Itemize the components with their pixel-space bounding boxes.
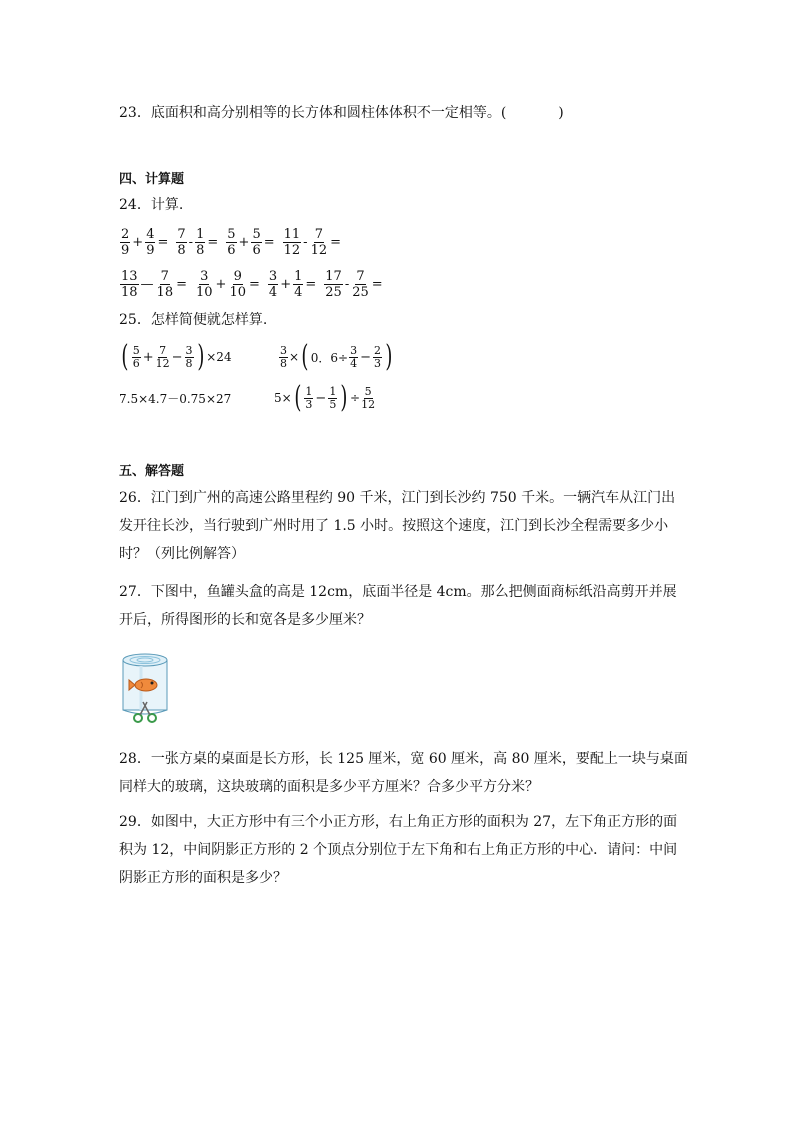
section-4-title: 四、计算题 — [119, 172, 185, 187]
parenthesis: ) — [385, 339, 393, 374]
denominator: 25 — [352, 284, 369, 300]
numerator: 13 — [121, 268, 138, 284]
fish-can-figure — [119, 652, 171, 728]
math-symbol: + — [132, 234, 144, 250]
fraction — [328, 386, 337, 411]
fraction — [195, 269, 214, 300]
calc-expr — [194, 269, 261, 300]
numerator: 4 — [146, 226, 155, 242]
calc-expr — [282, 227, 342, 258]
denominator: 8 — [185, 356, 193, 370]
denominator: 8 — [196, 242, 205, 258]
math-symbol: ÷ — [350, 391, 361, 405]
numerator: 7 — [160, 268, 169, 284]
numerator: 5 — [227, 226, 236, 242]
math-symbol: - — [303, 234, 308, 250]
numerator: 7 — [159, 343, 167, 357]
question-28: 28．一张方桌的桌面是长方形，长 125 厘米，宽 60 厘米，高 80 厘米，要配上一块与桌面同样大的玻璃，这块玻璃的面积是多少平方厘米？合多少平方分米？ — [119, 751, 688, 795]
math-symbol: - — [344, 276, 350, 292]
calc-expr — [225, 227, 275, 258]
numerator: 7 — [356, 268, 365, 284]
parenthesis: ( — [294, 380, 302, 415]
question-27: 27．下图中，鱼罐头盒的高是 12cm，底面半径是 4cm。那么把侧面商标纸沿高剪开并展开后，所得图形的长和宽各是多少厘米？ — [119, 584, 677, 628]
numerator: 3 — [350, 343, 358, 357]
calc-expr — [119, 227, 169, 258]
math-symbol: × — [289, 350, 300, 364]
fraction — [351, 269, 370, 300]
math-symbol: = — [207, 234, 219, 250]
fraction — [293, 269, 303, 300]
numerator: 17 — [325, 268, 342, 284]
denominator: 18 — [121, 284, 138, 300]
numerator: 11 — [283, 226, 301, 242]
fraction — [251, 227, 261, 258]
denominator: 25 — [325, 284, 342, 300]
math-symbol: = — [330, 234, 342, 250]
calc-expr — [323, 269, 383, 300]
denominator: 8 — [177, 242, 186, 258]
math-symbol: − — [171, 349, 183, 365]
fraction — [310, 227, 329, 258]
parenthesis: ) — [340, 380, 348, 415]
math-symbol: + — [215, 276, 227, 292]
denominator: 9 — [146, 242, 155, 258]
denominator: 9 — [121, 242, 130, 258]
denominator: 10 — [196, 284, 213, 300]
fraction — [349, 345, 358, 370]
denominator: 5 — [329, 397, 337, 411]
fraction — [185, 345, 194, 370]
math-symbol: + — [238, 234, 250, 250]
fraction — [226, 227, 236, 258]
math-symbol: = — [305, 276, 317, 292]
question-25-title: 25．怎样简便就怎样算. — [119, 312, 268, 328]
fraction — [120, 227, 130, 258]
denominator: 6 — [252, 242, 261, 258]
question-26: 26．江门到广州的高速公路里程约 90 千米，江门到长沙约 750 千米。一辆汽车从江门出发开往长沙，当行驶到广州时用了 1.5 小时。按照这个速度，江门到长沙全程需要多少小时？（列比例解答） — [119, 490, 676, 562]
denominator: 12 — [155, 356, 170, 370]
numerator: 3 — [200, 268, 209, 284]
fraction — [373, 345, 382, 370]
denominator: 12 — [310, 242, 328, 258]
numerator: 3 — [185, 343, 193, 357]
section-5-title: 五、解答题 — [119, 464, 185, 479]
numerator: 1 — [294, 268, 303, 284]
numerator: 2 — [121, 226, 130, 242]
question-24-row-1 — [119, 222, 348, 262]
numerator: 7 — [314, 226, 323, 242]
question-25-expr-2 — [278, 337, 395, 377]
numerator: 3 — [268, 268, 278, 284]
question-23 — [119, 103, 564, 123]
math-symbol: ×24 — [206, 350, 232, 364]
math-symbol: 7.5×4.7－0.75×27 — [119, 391, 232, 406]
denominator: 6 — [132, 356, 140, 370]
fraction — [361, 386, 375, 411]
question-23-text: 23．底面积和高分别相等的长方体和圆柱体体积不一定相等。( — [119, 105, 507, 121]
fraction — [145, 227, 155, 258]
denominator: 8 — [280, 356, 287, 370]
denominator: 18 — [156, 284, 174, 300]
denominator: 4 — [350, 356, 358, 370]
denominator: 4 — [268, 284, 278, 300]
math-symbol: = — [263, 234, 275, 250]
fraction — [132, 345, 141, 370]
numerator: 3 — [280, 343, 287, 357]
calc-expr — [267, 269, 317, 300]
math-symbol: = — [249, 276, 260, 292]
parenthesis: ( — [121, 339, 129, 374]
fraction — [304, 386, 313, 411]
fraction — [120, 269, 139, 300]
math-symbol: = — [371, 276, 383, 292]
question-24-row-2 — [119, 264, 390, 304]
calc-expr — [175, 227, 219, 258]
numerator: 5 — [132, 343, 140, 357]
numerator: 1 — [329, 384, 337, 398]
numerator: 5 — [252, 226, 261, 242]
denominator: 10 — [229, 284, 246, 300]
math-symbol: = — [157, 234, 169, 250]
fraction — [228, 269, 247, 300]
parenthesis: ( — [301, 339, 309, 374]
numerator: 1 — [305, 384, 313, 398]
fraction — [156, 269, 175, 300]
question-23-close: ) — [558, 105, 564, 121]
math-symbol: - — [188, 234, 194, 250]
fraction — [195, 227, 205, 258]
question-25-expr-4 — [274, 378, 376, 418]
question-24-title: 24．计算. — [119, 197, 184, 213]
math-symbol: + — [142, 349, 154, 365]
parenthesis: ) — [196, 339, 204, 374]
fraction — [268, 269, 278, 300]
question-25-expr-3 — [119, 382, 231, 414]
math-symbol: — — [140, 276, 154, 292]
denominator: 6 — [227, 242, 236, 258]
denominator: 4 — [294, 284, 303, 300]
denominator: 12 — [283, 242, 301, 258]
fraction — [324, 269, 343, 300]
math-symbol: 0．6÷ — [310, 350, 349, 365]
math-symbol: − — [360, 349, 372, 365]
numerator: 7 — [177, 226, 186, 242]
question-29: 29．如图中，大正方形中有三个小正方形，右上角正方形的面积为 27，左下角正方形的面积为 12，中间阴影正方形的 2 个顶点分别位于左下角和右上角正方形的中心．请问：中间阴影正方形的面积是多少？ — [119, 814, 678, 886]
calc-expr — [119, 269, 188, 300]
math-symbol: = — [176, 276, 187, 292]
math-symbol: 5× — [274, 391, 292, 405]
denominator: 3 — [374, 356, 382, 370]
numerator: 2 — [374, 343, 382, 357]
fraction — [156, 345, 170, 370]
fraction — [279, 345, 288, 370]
denominator: 3 — [305, 397, 313, 411]
numerator: 1 — [196, 226, 205, 242]
fraction — [283, 227, 302, 258]
numerator: 9 — [233, 268, 242, 284]
numerator: 5 — [364, 384, 372, 398]
question-25-expr-1 — [119, 337, 232, 377]
fish-can-icon — [119, 652, 171, 728]
denominator: 12 — [361, 397, 376, 411]
math-symbol: − — [315, 390, 327, 406]
math-symbol: + — [280, 276, 292, 292]
fraction — [176, 227, 186, 258]
